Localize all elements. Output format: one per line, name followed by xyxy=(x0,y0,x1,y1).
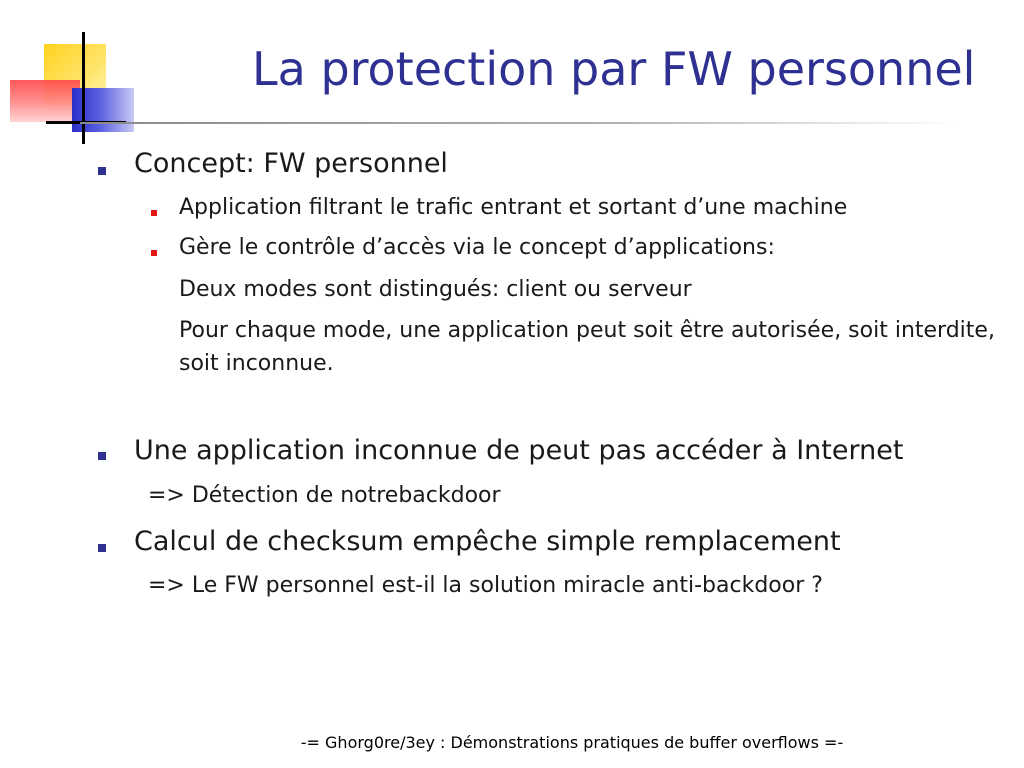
bullet-marker xyxy=(98,167,106,175)
note-text: => Détection de notrebackdoor xyxy=(148,483,501,508)
slide-footer: -= Ghorg0re/3ey : Démonstrations pratiques de buffer overflows =- xyxy=(300,733,844,752)
bullet-text: Concept: FW personnel xyxy=(134,148,448,179)
red-square xyxy=(10,80,80,122)
continuation-text: Pour chaque mode, une application peut soit être autorisée, soit interdite, soit inconnue. xyxy=(179,318,995,376)
sub-bullet-marker xyxy=(151,250,157,256)
title-underline xyxy=(80,122,960,124)
decorative-logo xyxy=(0,0,150,150)
bullet-text: Une application inconnue de peut pas accéder à Internet xyxy=(134,435,904,466)
logo-vertical-line xyxy=(82,32,85,144)
sub-bullet-text: Application filtrant le trafic entrant et sortant d’une machine xyxy=(179,195,848,220)
bullet-marker xyxy=(98,544,106,552)
sub-bullet-text: Gère le contrôle d’accès via le concept d’applications: xyxy=(179,235,775,260)
bullet-text: Calcul de checksum empêche simple remplacement xyxy=(134,526,841,557)
continuation-text: Deux modes sont distingués: client ou serveur xyxy=(179,277,692,302)
note-text: => Le FW personnel est-il la solution miracle anti-backdoor ? xyxy=(148,573,823,598)
bullet-marker xyxy=(98,452,106,460)
slide-title: La protection par FW personnel xyxy=(252,42,976,96)
sub-bullet-marker xyxy=(151,210,157,216)
